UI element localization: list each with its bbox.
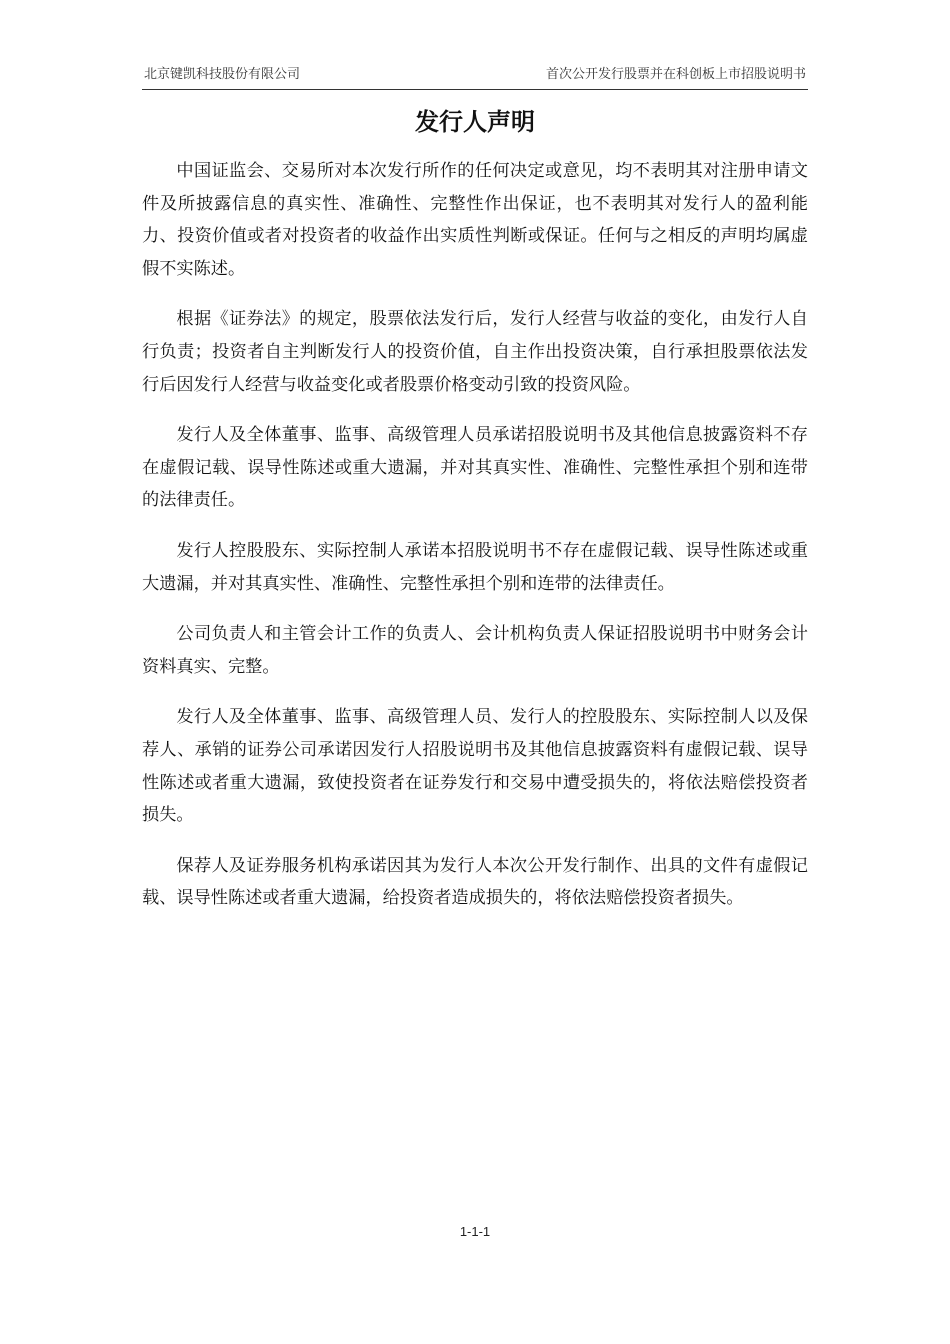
header-company-name: 北京键凯科技股份有限公司 <box>144 67 301 82</box>
paragraph-financial-accuracy: 公司负责人和主管会计工作的负责人、会计机构负责人保证招股说明书中财务会计资料真实、完整。 <box>142 624 808 677</box>
declaration-body <box>142 155 808 933</box>
page-title: 发行人声明 <box>415 108 535 136</box>
page-number: 1-1-1 <box>459 1224 491 1239</box>
paragraph-controlling-shareholder-commitment: 发行人控股股东、实际控制人承诺本招股说明书不存在虚假记载、误导性陈述或重大遗漏，并对其真实性、准确性、完整性承担个别和连带的法律责任。 <box>142 540 808 594</box>
paragraph-regulator-disclaimer: 中国证监会、交易所对本次发行所作的任何决定或意见，均不表明其对注册申请文件及所披露信息的真实性、准确性、完整性作出保证，也不表明其对发行人的盈利能力、投资价值或者对投资者的收益作出实质性判断或保证。任何与之相反的声明均属虚假不实陈述。 <box>142 161 808 279</box>
page-header <box>142 64 808 90</box>
paragraph-sponsor-commitment: 保荐人及证券服务机构承诺因其为发行人本次公开发行制作、出具的文件有虚假记载、误导性陈述或者重大遗漏，给投资者造成损失的，将依法赔偿投资者损失。 <box>142 855 808 909</box>
paragraph-securities-law-risk: 根据《证券法》的规定，股票依法发行后，发行人经营与收益的变化，由发行人自行负责；投资者自主判断发行人的投资价值，自主作出投资决策，自行承担股票依法发行后因发行人经营与收益变化或者股票价格变动引致的投资风险。 <box>142 309 808 395</box>
paragraph-compensation-commitment: 发行人及全体董事、监事、高级管理人员、发行人的控股股东、实际控制人以及保荐人、承销的证券公司承诺因发行人招股说明书及其他信息披露资料有虚假记载、误导性陈述或者重大遗漏，致使投资者在证券发行和交易中遭受损失的，将依法赔偿投资者损失。 <box>142 707 808 826</box>
paragraph-directors-commitment: 发行人及全体董事、监事、高级管理人员承诺招股说明书及其他信息披露资料不存在虚假记载、误导性陈述或重大遗漏，并对其真实性、准确性、完整性承担个别和连带的法律责任。 <box>142 425 808 511</box>
header-document-title: 首次公开发行股票并在科创板上市招股说明书 <box>545 67 806 82</box>
